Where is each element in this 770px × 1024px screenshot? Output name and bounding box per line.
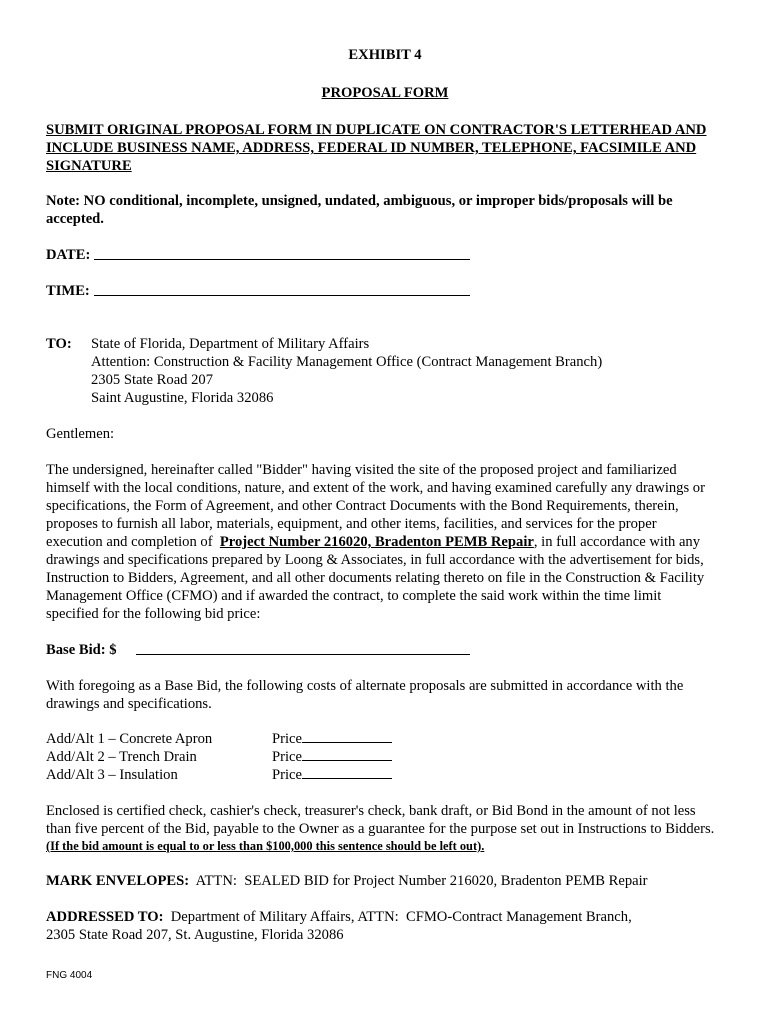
addressed-to-text: Department of Military Affairs, ATTN: CFMO-Contract Management Branch, <box>163 909 632 925</box>
note-line: accepted. <box>46 211 104 227</box>
submit-instruction-line: SUBMIT ORIGINAL PROPOSAL FORM IN DUPLICATE ON CONTRACTOR'S LETTERHEAD AND <box>46 122 707 138</box>
form-title: PROPOSAL FORM <box>321 85 449 101</box>
body-line: Instruction to Bidders, Agreement, and all other documents relating thereto on file in the Construction & Facility <box>46 570 705 586</box>
address-line: 2305 State Road 207 <box>91 372 214 388</box>
alternate-price <box>272 730 392 748</box>
project-reference: Project Number 216020, Bradenton PEMB Repair <box>219 534 534 550</box>
body-line: The undersigned, hereinafter called "Bidder" having visited the site of the proposed project and familiarized <box>46 462 677 478</box>
mark-envelopes-label: MARK ENVELOPES: <box>46 873 190 889</box>
note-line: Note: NO conditional, incomplete, unsigned, undated, ambiguous, or improper bids/proposals will be <box>46 193 673 209</box>
submit-instruction-line: SIGNATURE <box>46 158 132 174</box>
price-field[interactable] <box>302 730 392 743</box>
alternate-name: Add/Alt 2 – Trench Drain <box>46 749 197 765</box>
body-line: Management Office (CFMO) and if awarded the contract, to complete the said work within the time limit <box>46 588 662 604</box>
submit-instruction-line: INCLUDE BUSINESS NAME, ADDRESS, FEDERAL ID NUMBER, TELEPHONE, FACSIMILE AND <box>46 140 697 156</box>
addressed-to-line <box>46 908 632 926</box>
addressed-to-label: ADDRESSED TO: <box>46 909 164 925</box>
mark-envelopes-line <box>46 872 648 890</box>
alternates-intro-line: drawings and specifications. <box>46 696 212 712</box>
alternate-price <box>272 748 392 766</box>
date-label: DATE: <box>46 247 91 263</box>
body-line: specified for the following bid price: <box>46 606 261 622</box>
price-field[interactable] <box>302 748 392 761</box>
to-label: TO: <box>46 336 72 352</box>
body-line-project <box>46 533 700 551</box>
base-bid-label: Base Bid: $ <box>46 642 117 658</box>
base-bid-field[interactable] <box>136 642 470 655</box>
enclosed-line: Enclosed is certified check, cashier's check, treasurer's check, bank draft, or Bid Bond in the amount of not less <box>46 803 696 819</box>
address-line: Attention: Construction & Facility Management Office (Contract Management Branch) <box>91 354 603 370</box>
price-label: Price <box>272 749 302 765</box>
alternate-price <box>272 766 392 784</box>
date-field[interactable] <box>94 247 470 260</box>
price-field[interactable] <box>302 766 392 779</box>
addressed-to-line: 2305 State Road 207, St. Augustine, Florida 32086 <box>46 927 344 943</box>
alternate-name: Add/Alt 1 – Concrete Apron <box>46 731 213 747</box>
mark-envelopes-text: ATTN: SEALED BID for Project Number 216020, Bradenton PEMB Repair <box>189 873 648 889</box>
body-text: execution and completion of <box>46 534 220 550</box>
body-text: , in full accordance with any <box>533 534 701 550</box>
exhibit-heading: EXHIBIT 4 <box>348 47 422 63</box>
price-label: Price <box>272 731 302 747</box>
address-line: Saint Augustine, Florida 32086 <box>91 390 274 406</box>
enclosed-line: than five percent of the Bid, payable to the Owner as a guarantee for the purpose set out in Instructions to Bidders. <box>46 821 715 837</box>
time-label: TIME: <box>46 283 90 299</box>
price-label: Price <box>272 767 302 783</box>
address-line: State of Florida, Department of Military Affairs <box>91 336 370 352</box>
body-line: drawings and specifications prepared by Loong & Associates, in full accordance with the advertisement for bids, <box>46 552 704 568</box>
salutation: Gentlemen: <box>46 426 115 442</box>
time-field[interactable] <box>94 283 470 296</box>
body-line: himself with the local conditions, nature, and extent of the work, and having examined carefully any drawings or <box>46 480 705 496</box>
body-line: specifications, the Form of Agreement, and other Contract Documents with the Bond Requirements, therein, <box>46 498 679 514</box>
body-line: proposes to furnish all labor, materials, equipment, and other items, facilities, and services for the proper <box>46 516 657 532</box>
footer-code: FNG 4004 <box>46 970 93 981</box>
alternate-name: Add/Alt 3 – Insulation <box>46 767 178 783</box>
enclosed-note: (If the bid amount is equal to or less than $100,000 this sentence should be left out). <box>46 839 485 853</box>
alternates-intro-line: With foregoing as a Base Bid, the following costs of alternate proposals are submitted in accordance with the <box>46 678 684 694</box>
